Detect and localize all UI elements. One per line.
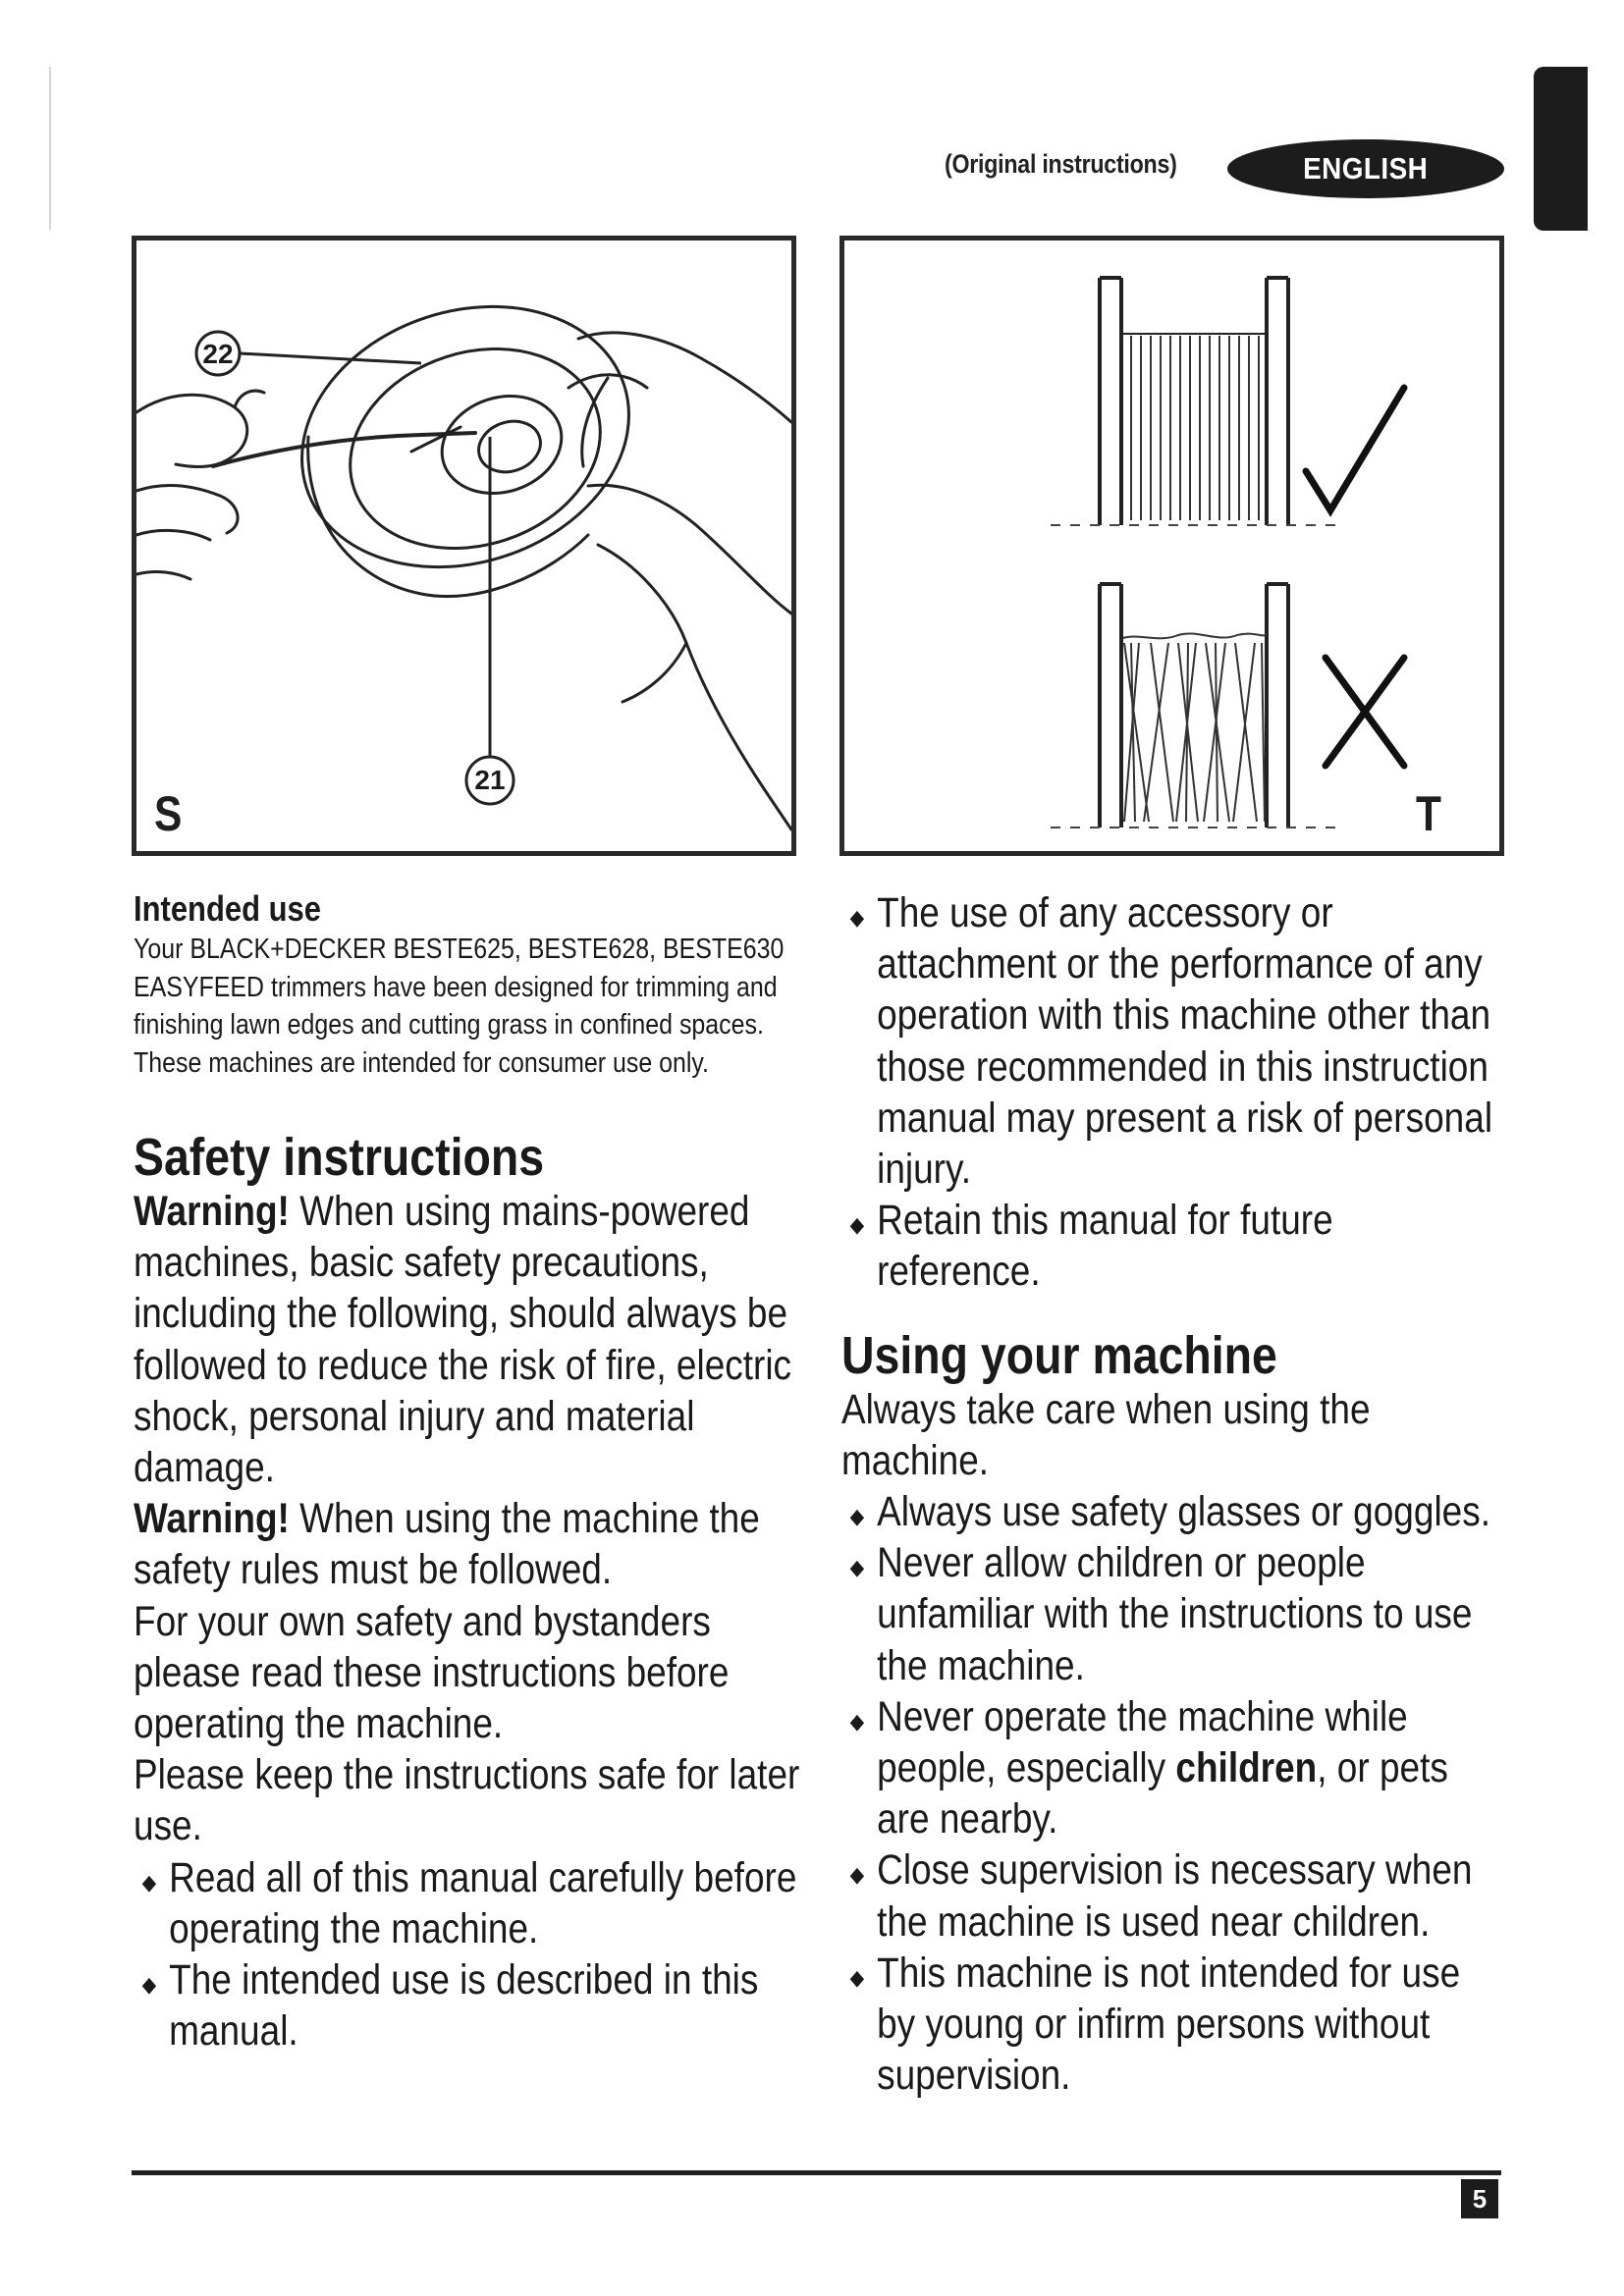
paragraph-line: For your own safety and bystanders xyxy=(134,1597,711,1645)
bullet-text: those recommended in this instruction xyxy=(877,1042,1489,1091)
bullet-item xyxy=(841,1537,1473,1691)
right-bullets-top xyxy=(841,887,1493,1298)
bullet-item xyxy=(134,1954,759,2056)
bullet-text: operation with this machine other than xyxy=(877,991,1491,1040)
bullet-item xyxy=(841,1486,1490,1537)
bullet-text: injury. xyxy=(877,1146,972,1194)
cross-mark-icon xyxy=(1326,658,1404,766)
paragraph-line: Please keep the instructions safe for later xyxy=(134,1751,800,1799)
bullet-icon: ◆ xyxy=(849,1862,865,1888)
bullet-text: unfamiliar with the instructions to use xyxy=(877,1590,1473,1638)
bullet-text xyxy=(877,1742,1448,1793)
paragraph-line: Always take care when using the xyxy=(841,1385,1371,1433)
bullet-text: Always use safety glasses or goggles. xyxy=(877,1488,1490,1536)
bullet-text: reference. xyxy=(877,1248,1041,1296)
warning-1-line: shock, personal injury and material xyxy=(134,1392,695,1440)
messy-winding-lines xyxy=(1123,633,1267,822)
bullet-text: This machine is not intended for use xyxy=(877,1949,1461,1997)
bullet-text: are nearby. xyxy=(877,1795,1058,1843)
warning-1 xyxy=(134,1186,750,1237)
bullet-item xyxy=(841,1948,1461,2102)
using-machine-section xyxy=(841,1325,1490,2102)
bullet-text: the machine is used near children. xyxy=(877,1897,1431,1946)
winding-comparison-illustration xyxy=(844,240,1499,851)
figure-t-winding-comparison xyxy=(839,236,1504,856)
neat-winding-lines xyxy=(1131,336,1259,520)
bullet-text: operating the machine. xyxy=(169,1904,539,1952)
intended-use-line: Your BLACK+DECKER BESTE625, BESTE628, BESTE630 xyxy=(134,934,785,965)
callout-22-label: 22 xyxy=(202,339,234,369)
bullet-text-part: , or pets xyxy=(1317,1744,1448,1792)
bullet-item xyxy=(841,1195,1433,1297)
warning-2-line: safety rules must be followed. xyxy=(134,1546,613,1594)
intended-use-line: EASYFEED trimmers have been designed for trimming and xyxy=(134,971,778,1003)
language-badge xyxy=(1227,139,1504,198)
bullet-text: Never allow children or people xyxy=(877,1539,1366,1587)
bullet-text: Read all of this manual carefully before xyxy=(169,1853,797,1901)
language-label: ENGLISH xyxy=(1303,151,1429,186)
intended-use-title: Intended use xyxy=(134,888,321,929)
figure-t-letter: T xyxy=(1416,786,1441,841)
bullet-text: Retain this manual for future xyxy=(877,1197,1333,1245)
intended-use-line: finishing lawn edges and cutting grass in confined spaces. xyxy=(134,1009,764,1041)
bullet-icon: ◆ xyxy=(141,1972,157,1998)
paragraph-line: operating the machine. xyxy=(134,1700,504,1748)
bullet-text: supervision. xyxy=(877,2052,1071,2100)
bullet-text-bold: children xyxy=(1175,1744,1318,1792)
safety-section xyxy=(134,1128,800,2056)
callout-21-label: 21 xyxy=(474,765,506,795)
bullet-icon: ◆ xyxy=(849,1555,865,1580)
bullet-icon: ◆ xyxy=(849,1964,865,1990)
bullet-text: attachment or the performance of any xyxy=(877,940,1483,988)
warning-2-line: When using the machine the xyxy=(289,1495,760,1543)
intended-use-line: These machines are intended for consumer use only. xyxy=(134,1046,709,1079)
bullet-icon: ◆ xyxy=(141,1869,157,1895)
left-margin-rule xyxy=(49,67,51,230)
figure-s-letter: S xyxy=(154,786,183,841)
warning-1-line: followed to reduce the risk of fire, electric xyxy=(134,1341,792,1389)
warning-1-line: damage. xyxy=(134,1444,275,1492)
bullet-text: Never operate the machine while xyxy=(877,1692,1408,1740)
page-number: 5 xyxy=(1461,2179,1498,2218)
using-machine-title: Using your machine xyxy=(841,1325,1277,1385)
paragraph-line: please read these instructions before xyxy=(134,1648,730,1696)
bullet-item xyxy=(134,1852,797,1954)
language-side-tab xyxy=(1534,67,1588,231)
spool-threading-illustration xyxy=(136,240,791,851)
bullet-text: by young or infirm persons without xyxy=(877,2001,1431,2049)
paragraph-line: machine. xyxy=(841,1436,990,1484)
bullet-icon: ◆ xyxy=(849,1212,865,1238)
bullet-text: The use of any accessory or xyxy=(877,889,1333,936)
bullet-text: manual may present a risk of personal xyxy=(877,1094,1493,1142)
bullet-item xyxy=(841,1691,1448,1845)
bullet-item xyxy=(841,887,1493,1195)
warning-2 xyxy=(134,1493,760,1544)
intended-use-section xyxy=(134,887,785,1082)
bullet-text: Close supervision is necessary when xyxy=(877,1846,1473,1895)
safety-title: Safety instructions xyxy=(134,1128,545,1187)
bullet-text-part: people, especially xyxy=(877,1744,1176,1792)
left-column xyxy=(134,887,821,2056)
warning-1-line: When using mains-powered xyxy=(289,1188,750,1235)
bullet-icon: ◆ xyxy=(849,1504,865,1529)
check-mark-icon xyxy=(1306,388,1404,510)
bullet-icon: ◆ xyxy=(849,1708,865,1734)
bullet-text: the machine. xyxy=(877,1641,1085,1689)
warning-label: Warning! xyxy=(134,1495,290,1543)
warning-label: Warning! xyxy=(134,1188,290,1235)
bullet-item xyxy=(841,1844,1473,1947)
right-column xyxy=(841,887,1529,2101)
original-instructions-label: (Original instructions) xyxy=(945,149,1177,179)
bullet-text: manual. xyxy=(169,2007,298,2056)
paragraph-line: use. xyxy=(134,1802,202,1850)
footer-rule xyxy=(132,2170,1501,2175)
warning-1-line: machines, basic safety precautions, xyxy=(134,1239,709,1287)
warning-1-line: including the following, should always be xyxy=(134,1290,788,1338)
bullet-icon: ◆ xyxy=(849,905,865,930)
figure-s-spool-threading xyxy=(132,236,796,856)
bullet-text: The intended use is described in this xyxy=(169,1956,759,2004)
